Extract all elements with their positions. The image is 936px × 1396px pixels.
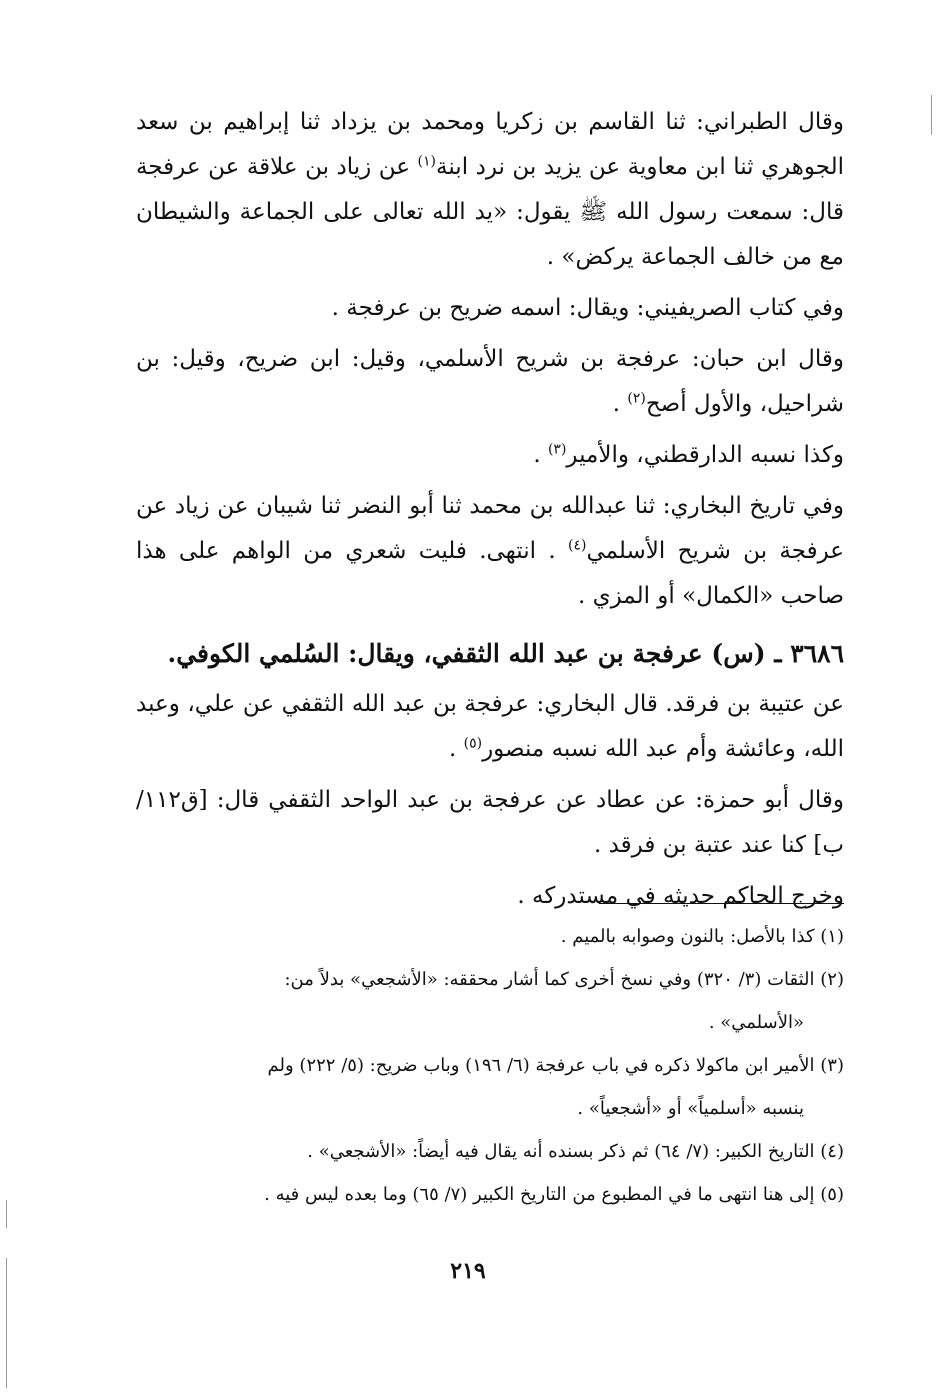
paragraph-abu-hamza [136,778,844,868]
paragraph-text: . انتهى. فليت شعري من الواهم على هذا صاحب «الكمال» أو المزي . [136,538,844,609]
paragraph-text: وفي كتاب الصريفيني: ويقال: اسمه ضريح بن عرفجة . [331,295,844,321]
paragraph-utayba [136,682,844,772]
footnote-text: (٢) الثقات (٣/ ٣٢٠) وفي نسخ أخرى كما أشار محققه: «الأشجعي» بدلاً من: [284,969,844,990]
paragraph-hakim [136,874,844,919]
margin-scan-mark [6,1200,7,1228]
footnote-5: (٥) إلى هنا انتهى ما في المطبوع من التاريخ الكبير (٧/ ٦٥) وما بعده ليس فيه . [264,1184,844,1205]
footnote-3 [136,1044,844,1130]
paragraph-text: . [612,391,628,417]
paragraph-text: وخرج الحاكم حديثه في مستدركه . [517,883,844,909]
paragraph-text: وقال ابن حبان: عرفجة بن شريح الأسلمي، وقيل: ابن ضريح، وقيل: بن شراحيل، والأول أصح [136,346,844,417]
paragraph-bukhari [136,484,844,619]
paragraph-ibn-hibban [136,337,844,427]
entry-heading: ٣٦٨٦ ـ (س) عرفجة بن عبد الله الثقفي، ويقال: السُلمي الكوفي. [167,639,844,668]
paragraph-daraqutni [136,433,844,478]
paragraph-text: وقال أبو حمزة: عن عطاد عن عرفجة بن عبد الواحد الثقفي قال: [ق١١٢/ب] كنا عند عتبة بن فرقد . [136,787,844,858]
footnote-ref-4: (٤) [567,537,587,554]
footnote-1: (١) كذا بالأصل: بالنون وصوابه بالميم . [560,926,844,947]
main-text [136,100,844,925]
page-number: ٢١٩ [450,1258,486,1284]
paragraph-tabarani [136,100,844,280]
margin-scan-mark [931,95,932,135]
paragraph-text: عن عتيبة بن فرقد. قال البخاري: عرفجة بن عبد الله الثقفي عن علي، وعبد الله، وعائشة وأم عبد الله نسبه منصور [136,691,844,762]
margin-scan-mark [6,1258,7,1388]
paragraph-text: وكذا نسبه الدارقطني، والأمير [566,442,844,468]
paragraph-text: وقال الطبراني: ثنا القاسم بن زكريا ومحمد بن يزداد ثنا إبراهيم بن سعد الجوهري ثنا ابن معاوية عن يزيد بن نرد ابنة [136,109,845,180]
footnote-ref-2: (٢) [627,390,646,407]
footnote-text: (٣) الأمير ابن ماكولا ذكره في باب عرفجة (٦/ ١٩٦) وباب ضريح: (٥/ ٢٢٢) ولم [267,1055,844,1076]
footnote-separator [599,903,844,904]
paragraph-text: . [533,442,548,468]
paragraph-sarifini [136,286,844,331]
footnote-2 [136,958,844,1044]
footnote-4: (٤) التاريخ الكبير: (٧/ ٦٤) ثم ذكر بسنده أنه يقال فيه أيضاً: «الأشجعي» . [307,1141,844,1162]
footnotes [136,915,844,1216]
paragraph-text: وفي تاريخ البخاري: ثنا عبدالله بن محمد ثنا أبو النضر ثنا شيبان عن زياد عن عرفجة بن شريح الأسلمي [136,493,845,564]
footnote-ref-3: (٣) [547,441,567,458]
footnote-text: «الأسلمي» . [708,1012,804,1033]
paragraph-text: . [448,736,464,762]
footnote-text: ينسبه «أسلمياً» أو «أشجعياً» . [577,1098,804,1119]
paragraph-text: عن زياد بن علاقة عن عرفجة قال: سمعت رسول الله ﷺ يقول: «يد الله تعالى على الجماعة والشيطان مع من خالف الجماعة يركض» . [136,154,844,270]
footnote-ref-1: (١) [417,153,437,170]
footnote-ref-5: (٥) [463,735,483,752]
